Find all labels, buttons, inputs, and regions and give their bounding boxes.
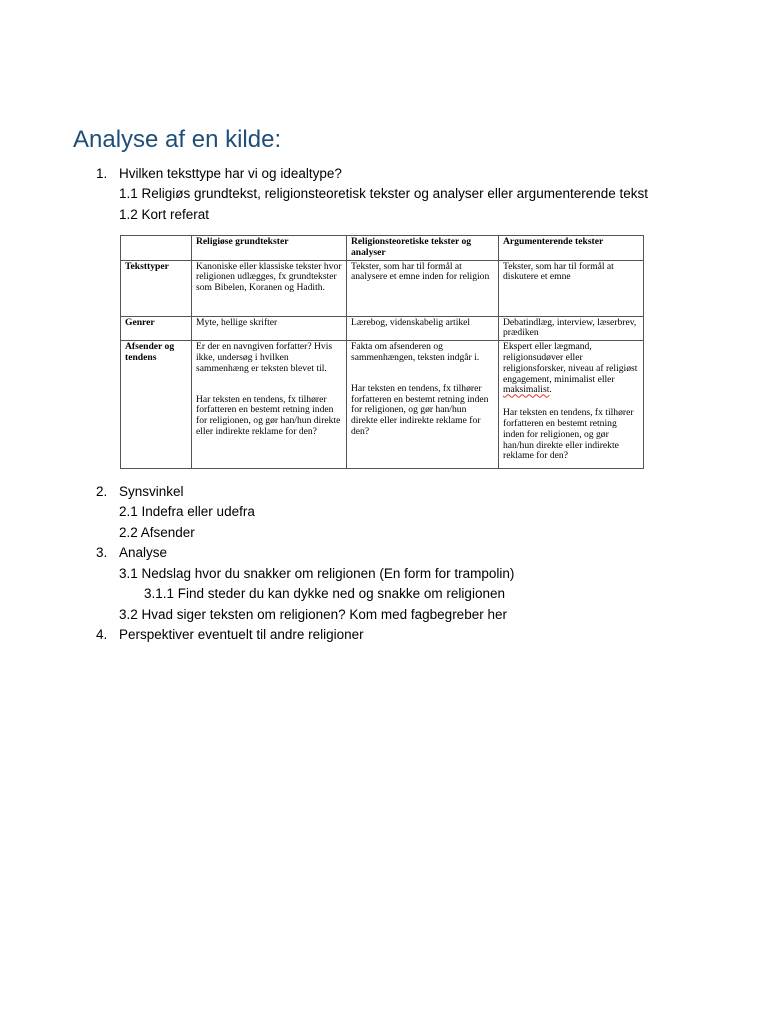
cell-paragraph: Fakta om afsenderen og sammenhængen, teksten indgår i. [351,341,480,363]
outline-item-4-text: Perspektiver eventuelt til andre religioner [119,627,364,642]
list-number: 3. [96,545,108,560]
list-number: 2. [96,484,108,499]
table-cell: Myte, hellige skrifter [192,316,347,341]
outline-item-3-text: Analyse [119,545,168,560]
table-header-cell: Religionsteoretiske tekster og analyser [347,236,499,261]
table-cell: Tekster, som har til formål at analysere et emne inden for religion [347,260,499,316]
cell-paragraph: Har teksten en tendens, fx tilhører forfatteren en bestemt retning inden for religionen, og gør han/hun direkte eller indirekte reklame for den? [503,407,634,462]
table-cell [347,341,499,469]
table-row-label: Afsender og tendens [121,341,192,469]
table-cell: Debatindlæg, interview, læserbrev, prædiken [499,316,644,341]
table-cell [192,341,347,469]
cell-paragraph: Ekspert eller lægmand, religionsudøver eller religionsforsker, niveau af religiøst engagement, minimalist eller [503,341,638,385]
document-title: Analyse af en kilde: [73,126,282,153]
outline-item-3-1: 3.1 Nedslag hvor du snakker om religionen (En form for trampolin) [119,566,515,581]
cell-paragraph: Er der en navngiven forfatter? Hvis ikke, undersøg i hvilken sammenhæng er teksten blevet til. [196,341,333,374]
outline-item-3-2: 3.2 Hvad siger teksten om religionen? Kom med fagbegreber her [119,607,507,622]
table-row [121,260,644,316]
table-header-cell: Religiøse grundtekster [192,236,347,261]
outline-item-1-1: 1.1 Religiøs grundtekst, religionsteoretisk tekster og analyser eller argumenterende tekst [119,186,649,201]
table-header-cell: Argumenterende tekster [499,236,644,261]
table-header-empty [121,236,192,261]
table-row [121,341,644,469]
cell-paragraph: Har teksten en tendens, fx tilhører forfatteren en bestemt retning inden for religionen, og gør han/hun direkte eller indirekte reklame for den? [196,393,341,437]
table-row-label: Genrer [121,316,192,341]
outline-item-1-text: Hvilken teksttype har vi og idealtype? [119,166,342,181]
cell-punctuation: . [549,384,552,396]
table-cell: Lærebog, videnskabelig artikel [347,316,499,341]
outline-item-2-2: 2.2 Afsender [119,525,195,540]
cell-paragraph: Har teksten en tendens, fx tilhører forfatteren en bestemt retning inden for religionen, og gør han/hun direkte eller indirekte reklame for den? [351,382,489,437]
list-number: 4. [96,627,108,642]
table-cell [499,341,644,469]
outline-item-1-2: 1.2 Kort referat [119,207,210,222]
outline-item-2-1: 2.1 Indefra eller udefra [119,504,255,519]
list-number: 1. [96,166,108,181]
table-cell: Kanoniske eller klassiske tekster hvor religionen udlægges, fx grundtekster som Bibelen, Koranen og Hadith. [192,260,347,316]
spellcheck-underlined-word: maksimalist [503,384,550,396]
table-row-label: Teksttyper [121,260,192,316]
table-cell: Tekster, som har til formål at diskutere et emne [499,260,644,316]
table-row [121,316,644,341]
table-header-row [121,236,644,261]
outline-item-2-text: Synsvinkel [119,484,184,499]
text-type-table [120,235,644,469]
outline-item-3-1-1: 3.1.1 Find steder du kan dykke ned og snakke om religionen [144,586,505,601]
